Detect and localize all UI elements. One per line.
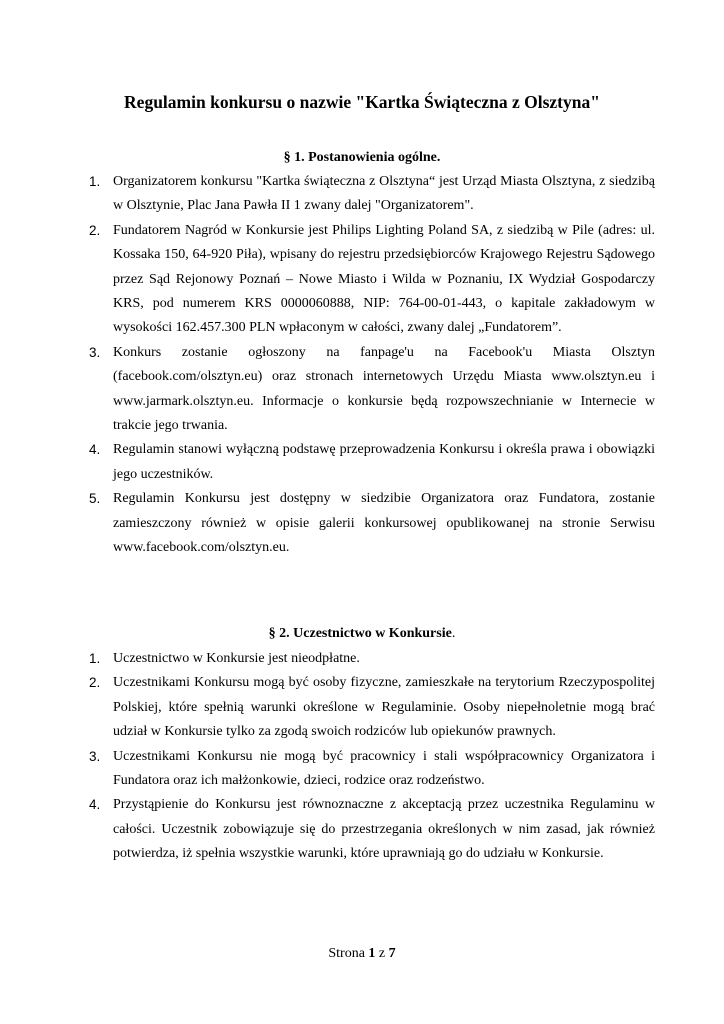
- section-1-list: [0, 170, 724, 561]
- item-text: Uczestnikami Konkursu nie mogą być pracownicy i stali współpracownicy Organizatora i Fundatora oraz ich małżonkowie, dzieci, rodzice oraz rodzeństwo.: [113, 748, 655, 789]
- item-text: Konkurs zostanie ogłoszony na fanpage'u na Facebook'u Miasta Olsztyn (facebook.com/olsztyn.eu) oraz stronach internetowych Urzędu Miasta www.olsztyn.eu i www.jarmark.olsztyn.eu. Informacje o konkursie będą rozpowszechnianie w Internecie w trakcie jego trwania.: [113, 344, 655, 434]
- list-item: [89, 170, 655, 219]
- list-item: [89, 793, 655, 866]
- list-item: [89, 487, 655, 560]
- footer-total-pages: 7: [388, 946, 396, 961]
- section-2-list: [0, 647, 724, 867]
- document-title: Regulamin konkursu o nazwie "Kartka Świąteczna z Olsztyna": [124, 92, 600, 112]
- list-item: [89, 647, 655, 671]
- footer-current-page: 1: [368, 946, 376, 961]
- item-number: 3.: [89, 344, 101, 360]
- list-item: [89, 671, 655, 744]
- item-number: 3.: [89, 748, 101, 764]
- item-text: Regulamin Konkursu jest dostępny w siedzibie Organizatora oraz Fundatora, zostanie zamieszczony również w opisie galerii konkursowej opublikowanej na stronie Serwisu www.facebook.com/olsztyn.eu.: [113, 491, 655, 556]
- item-text: Organizatorem konkursu "Kartka świąteczna z Olsztyna“ jest Urząd Miasta Olsztyna, z siedzibą w Olsztynie, Plac Jana Pawła II 1 zwany dalej "Organizatorem".: [113, 174, 655, 214]
- list-item: [89, 438, 655, 487]
- item-text: Fundatorem Nagród w Konkursie jest Philips Lighting Poland SA, z siedzibą w Pile (adres: ul. Kossaka 150, 64-920 Piła), wpisany do rejestru przedsiębiorców Krajowego Rejestru Sądowego przez Sąd Rejonowy Poznań – Nowe Miasto i Wilda w Poznaniu, IX Wydział Gospodarczy KRS, pod numerem KRS 0000060888, NIP: 764-00-01-443, o kapitale zakładowym w wysokości 162.457.300 PLN wpłaconym w całości, zwany dalej „Fundatorem”.: [113, 222, 655, 336]
- item-number: 5.: [89, 491, 101, 507]
- item-text: Uczestnikami Konkursu mogą być osoby fizyczne, zamieszkałe na terytorium Rzeczypospolitej Polskiej, które spełnią warunki określone w Regulaminie. Osoby niepełnoletnie mogą brać udział w Konkursie tylko za zgodą swoich rodziców lub opiekunów prawnych.: [113, 675, 655, 740]
- section-2-heading-text: § 2. Uczestnictwo w Konkursie: [268, 626, 452, 641]
- footer-separator: z: [378, 946, 386, 961]
- item-number: 4.: [89, 442, 101, 458]
- item-number: 1.: [89, 651, 101, 666]
- item-text: Przystąpienie do Konkursu jest równoznaczne z akceptacją przez uczestnika Regulaminu w całości. Uczestnik zobowiązuje się do przestrzegania określonych w nim zasad, jak również potwierdza, iż spełnia wszystkie warunki, które uprawniają go do udziału w Konkursie.: [113, 797, 655, 862]
- section-2-heading-trail: .: [451, 626, 456, 641]
- item-number: 1.: [89, 174, 101, 189]
- section-1-heading-text: § 1. Postanowienia ogólne.: [283, 150, 441, 165]
- list-item: [89, 341, 655, 439]
- item-text: Uczestnictwo w Konkursie jest nieodpłatne.: [113, 651, 360, 666]
- footer-label: Strona: [328, 946, 365, 961]
- list-item: [89, 219, 655, 341]
- item-number: 4.: [89, 797, 101, 813]
- list-item: [89, 745, 655, 794]
- section-1-heading: [0, 149, 724, 167]
- page-footer: [0, 945, 724, 963]
- item-number: 2.: [89, 675, 101, 691]
- item-number: 2.: [89, 222, 101, 238]
- item-text: Regulamin stanowi wyłączną podstawę przeprowadzenia Konkursu i określa prawa i obowiązki jego uczestników.: [113, 442, 655, 482]
- section-2-heading: [0, 625, 724, 643]
